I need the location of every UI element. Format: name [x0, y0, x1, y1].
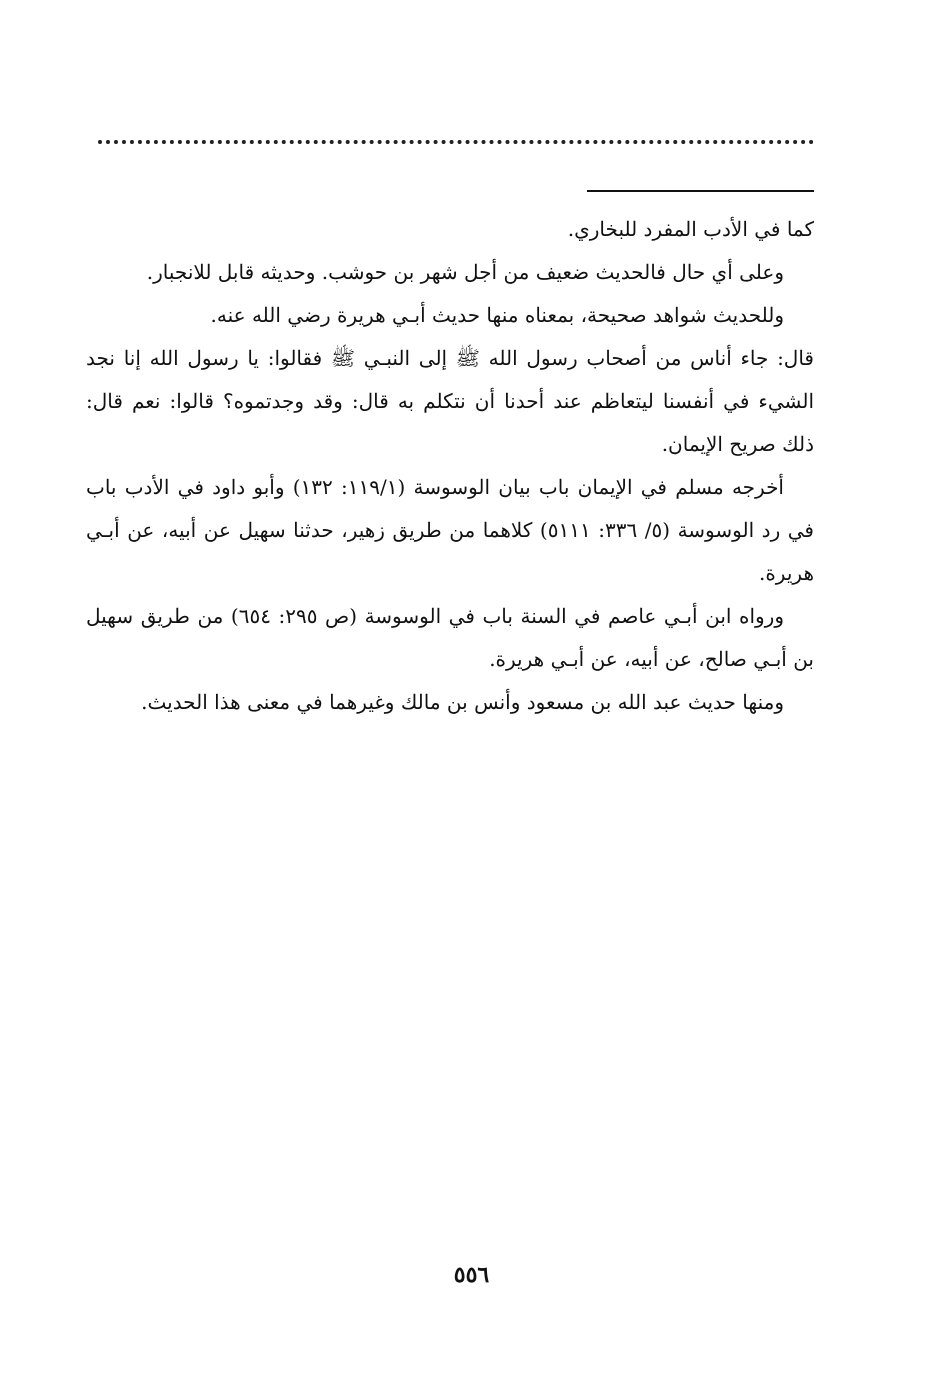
footnote-paragraph: ومنها حديث عبد الله بن مسعود وأنس بن مالك وغيرهما في معنى هذا الحديث.	[141, 690, 784, 714]
footnote-separator-line	[587, 190, 814, 192]
footnote-paragraph: وللحديث شواهد صحيحة، بمعناه منها حديث أبـي هريرة رضي الله عنه.	[210, 303, 784, 327]
footnote-paragraph: كما في الأدب المفرد للبخاري.	[567, 217, 814, 241]
footnote-paragraph: وعلى أي حال فالحديث ضعيف من أجل شهر بن حوشب. وحديثه قابل للانجبار.	[146, 260, 784, 284]
footnote-paragraph: ورواه ابن أبـي عاصم في السنة باب في الوسوسة (ص ٢٩٥: ٦٥٤) من طريق سهيل بن أبـي صالح، عن أبيه، عن أبـي هريرة.	[86, 604, 814, 671]
page-number: ٥٥٦	[453, 1262, 490, 1288]
footnote-text-block	[86, 208, 814, 724]
footnote-paragraph: أخرجه مسلم في الإيمان باب بيان الوسوسة (١١٩/١: ١٣٢) وأبو داود في الأدب باب في رد الوسوسة (٥/ ٣٣٦: ٥١١١) كلاهما من طريق زهير، حدثنا سهيل عن أبيه، عن أبـي هريرة.	[86, 475, 814, 585]
footnote-paragraph: قال: جاء أناس من أصحاب رسول الله ﷺ إلى النبـي ﷺ فقالوا: يا رسول الله إنا نجد الشيء في أنفسنا ليتعاظم عند أحدنا أن نتكلم به قال: وقد وجدتموه؟ قالوا: نعم قال: ذلك صريح الإيمان.	[86, 346, 814, 456]
dotted-separator	[98, 140, 814, 144]
